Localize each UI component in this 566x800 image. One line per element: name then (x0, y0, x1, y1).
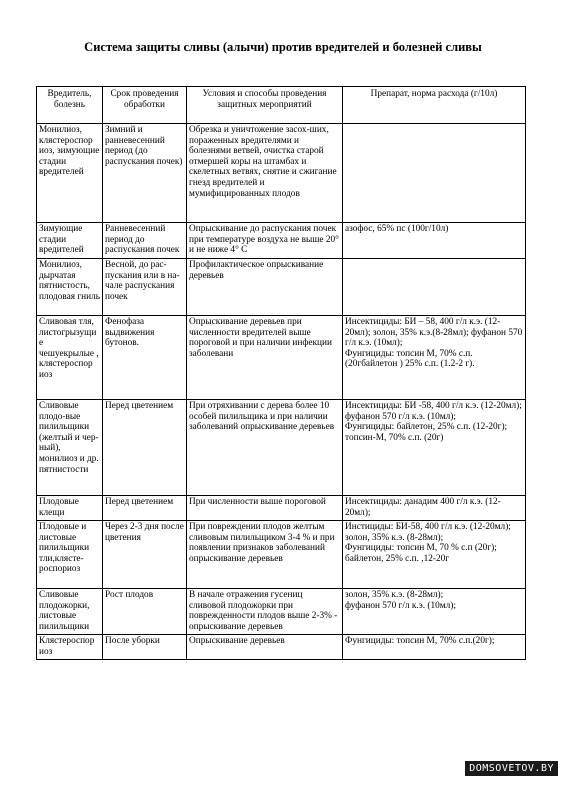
cell-product (343, 259, 526, 316)
cell-method: Опрыскивание деревьев (187, 635, 343, 660)
table-header-row (37, 87, 526, 124)
site-watermark: DOMSOVETOV.BY (465, 761, 558, 776)
table-row (37, 400, 526, 496)
protection-table (36, 86, 526, 660)
cell-pest: Зимующие стадии вредителей (37, 223, 103, 259)
cell-method: При повреждении плодов желтым сливовым пилильщиком 3-4 % и при появлении признаков заболеваний опрыскивание деревьев (187, 521, 343, 589)
cell-pest: Клястероспор иоз (37, 635, 103, 660)
cell-product: Фунгициды: топсин М, 70% с.п.(20г); (343, 635, 526, 660)
cell-timing: Весной, до рас-пускания или в на-чале распускания почек (103, 259, 187, 316)
header-timing: Срок проведения обработки (103, 87, 187, 124)
page-title: Система защиты сливы (алычи) против вредителей и болезней сливы (84, 40, 482, 54)
cell-timing: Рост плодов (103, 589, 187, 635)
table-row (37, 223, 526, 259)
cell-product (343, 124, 526, 223)
cell-timing: Перед цветением (103, 400, 187, 496)
cell-timing: Зимний и ранневесенний период (до распускания почек) (103, 124, 187, 223)
header-method: Условия и способы проведения защитных мероприятий (187, 87, 343, 124)
cell-product: Инсектициды: БИ -58, 400 г/л к.э. (12-20мл); фуфанон 570 г/л к.э. (10мл); Фунгициды: байлетон, 25% с.п. (12-20г); топсин-М, 70% с.п. (20г) (343, 400, 526, 496)
cell-product: Инстициды: БИ-58, 400 г/л к.э. (12-20мл); золон, 35% к.э. (8-28мл); Фунгициды: топсин М, 70 % с.п (20г); байлетон, 25% с.п. ,12-20г (343, 521, 526, 589)
cell-product: Инсектициды: данадим 400 г/л к.э. (12-20мл); (343, 496, 526, 521)
header-product: Препарат, норма расхода (г/10л) (343, 87, 526, 124)
cell-timing: После уборки (103, 635, 187, 660)
cell-pest: Плодовые и листовые пилильщики тли,клясте-роспориоз (37, 521, 103, 589)
cell-timing: Через 2-3 дня после цветения (103, 521, 187, 589)
table-row (37, 124, 526, 223)
cell-pest: Сливовая тля, листогрызущие чешуекрылые , клястероспор иоз (37, 316, 103, 400)
cell-method: Опрыскивание до распускания почек при температуре воздуха не выше 20° и не ниже 4° С (187, 223, 343, 259)
table-row (37, 496, 526, 521)
cell-timing: Ранневесенний период до распускания почек (103, 223, 187, 259)
cell-product: Инсектициды: БИ – 58, 400 г/л к.э. (12-20мл); золон, 35% к.э.(8-28мл); фуфанон 570 г/л к.э. (10мл); Фунгициды: топсин М, 70% с.п. (20гбайлетон ) 25% с.п. (1.2-2 г). (343, 316, 526, 400)
cell-method: При отряхивании с дерева более 10 особей пилильщика и при наличии заболеваний опрыскивание деревьев (187, 400, 343, 496)
cell-timing: Перед цветением (103, 496, 187, 521)
cell-pest: Плодовые клещи (37, 496, 103, 521)
cell-product: золон, 35% к.э. (8-28мл); фуфанон 570 г/л к.э. (10мл); (343, 589, 526, 635)
cell-method: В начале отражения гусениц сливовой плодожорки при поврежденности плодов выше 2-3% - опрыскивание деревьев (187, 589, 343, 635)
cell-pest: Монилиоз, дырчатая пятнистость, плодовая гниль (37, 259, 103, 316)
table-row (37, 521, 526, 589)
header-pest: Вредитель, болезнь (37, 87, 103, 124)
cell-pest: Монилиоз, клястероспор иоз, зимующие стадии вредителей (37, 124, 103, 223)
table-row (37, 635, 526, 660)
cell-product: азофос, 65% пс (100г/10л) (343, 223, 526, 259)
table-row (37, 316, 526, 400)
cell-pest: Сливовые плодожорки, листовые пилильщики (37, 589, 103, 635)
table-row (37, 589, 526, 635)
table-row (37, 259, 526, 316)
cell-method: При численности выше пороговой (187, 496, 343, 521)
cell-pest: Сливовые плодо-вые пилильщики (желтый и чер-ный), монилиоз и др. пятнистости (37, 400, 103, 496)
cell-method: Опрыскивание деревьев при численности вредителей выше пороговой и при наличии инфекции заболевани (187, 316, 343, 400)
cell-method: Обрезка и уничтожение засох-ших, пораженных вредителями и болезнями ветвей, очистка старой отмершей коры на штамбах и скелетных ветвях, снятие и сжигание гнезд вредителей и мумифицированных плодов (187, 124, 343, 223)
cell-timing: Фенофаза выдвижения бутонов. (103, 316, 187, 400)
cell-method: Профилактическое опрыскивание деревьев (187, 259, 343, 316)
